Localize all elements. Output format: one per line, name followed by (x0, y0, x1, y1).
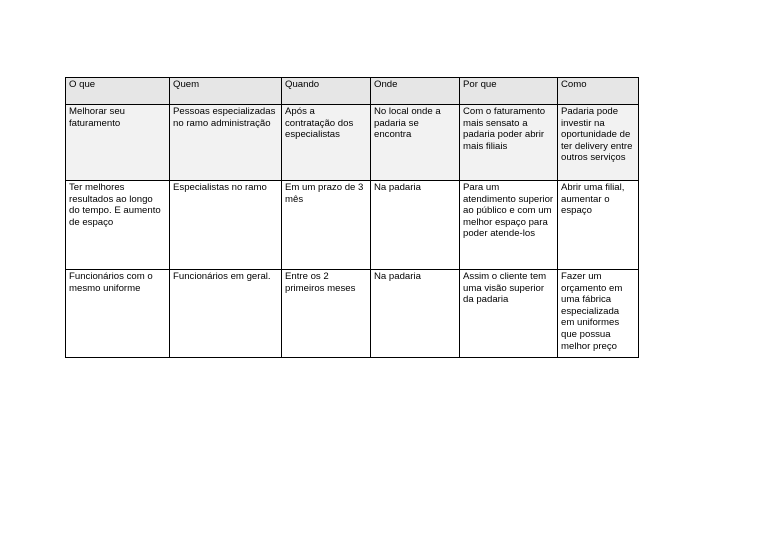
table-row (66, 105, 639, 181)
table-cell: Funcionários em geral. (170, 270, 282, 358)
table-cell: Funcionários com o mesmo uniforme (66, 270, 170, 358)
header-cell-como: Como (558, 78, 639, 105)
table-cell: Para um atendimento superior ao público e com um melhor espaço para poder atende-los (460, 181, 558, 270)
table-cell: Especialistas no ramo (170, 181, 282, 270)
table-cell: Após a contratação dos especialistas (282, 105, 371, 181)
action-plan-table (65, 77, 639, 358)
header-cell-quem: Quem (170, 78, 282, 105)
table-cell: Abrir uma filial, aumentar o espaço (558, 181, 639, 270)
table-cell: No local onde a padaria se encontra (371, 105, 460, 181)
table-cell: Ter melhores resultados ao longo do tempo. E aumento de espaço (66, 181, 170, 270)
header-cell-quando: Quando (282, 78, 371, 105)
table-cell: Melhorar seu faturamento (66, 105, 170, 181)
table-cell: Padaria pode investir na oportunidade de ter delivery entre outros serviços (558, 105, 639, 181)
table-row (66, 181, 639, 270)
header-cell-o-que: O que (66, 78, 170, 105)
header-cell-onde: Onde (371, 78, 460, 105)
table-row (66, 270, 639, 358)
table-cell: Entre os 2 primeiros meses (282, 270, 371, 358)
table-cell: Assim o cliente tem uma visão superior da padaria (460, 270, 558, 358)
table-cell: Fazer um orçamento em uma fábrica especializada em uniformes que possua melhor preço (558, 270, 639, 358)
header-cell-por-que: Por que (460, 78, 558, 105)
table-cell: Na padaria (371, 181, 460, 270)
table-cell: Com o faturamento mais sensato a padaria poder abrir mais filiais (460, 105, 558, 181)
table-cell: Em um prazo de 3 mês (282, 181, 371, 270)
table-header-row (66, 78, 639, 105)
table-cell: Na padaria (371, 270, 460, 358)
table-cell: Pessoas especializadas no ramo administração (170, 105, 282, 181)
